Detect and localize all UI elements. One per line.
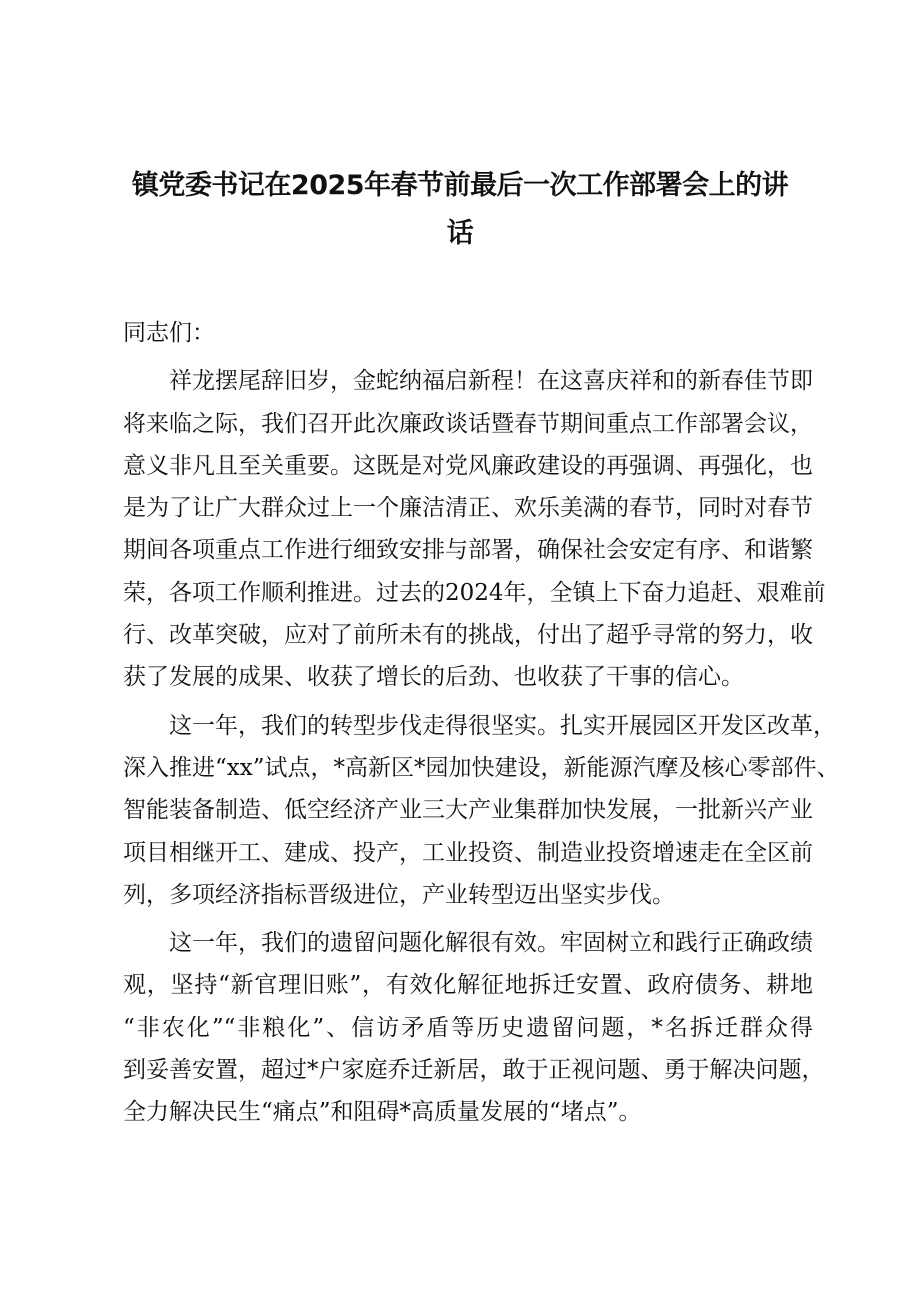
paragraph-line: 全力解决民生“痛点”和阻碍*高质量发展的“堵点”。 — [123, 1099, 642, 1126]
paragraph-line: 获了发展的成果、收获了增长的后劲、也收获了干事的信心。 — [123, 664, 744, 691]
paragraph-line: 智能装备制造、低空经济产业三大产业集群加快发展，一批新兴产业 — [123, 797, 813, 824]
paragraph-line: 行、改革突破，应对了前所未有的挑战，付出了超乎寻常的努力，收 — [123, 622, 813, 649]
title-line: 话 — [446, 218, 474, 249]
title-line: 镇党委书记在2025年春节前最后一次工作部署会上的讲 — [131, 170, 789, 201]
paragraph-line: 是为了让广大群众过上一个廉洁清正、欢乐美满的春节，同时对春节 — [123, 495, 813, 522]
paragraph-line: 这一年，我们的遗留问题化解很有效。牢固树立和践行正确政绩 — [169, 930, 813, 957]
paragraph-line: 项目相继开工、建成、投产，工业投资、制造业投资增速走在全区前 — [123, 839, 813, 866]
paragraph-line: “非农化”“非粮化”、信访矛盾等历史遗留问题，*名拆迁群众得 — [123, 1014, 813, 1041]
paragraph-line: 将来临之际，我们召开此次廉政谈话暨春节期间重点工作部署会议， — [123, 410, 813, 437]
salutation: 同志们： — [123, 320, 215, 346]
paragraph-line: 列，多项经济指标晋级进位，产业转型迈出坚实步伐。 — [123, 881, 675, 908]
paragraph-1 — [123, 360, 826, 698]
paragraph-line: 观，坚持“新官理旧账”，有效化解征地拆迁安置、政府债务、耕地 — [123, 972, 813, 999]
paragraph-line: 祥龙摆尾辞旧岁，金蛇纳福启新程！在这喜庆祥和的新春佳节即 — [169, 368, 813, 395]
paragraph-3 — [123, 922, 825, 1133]
paragraph-line: 期间各项重点工作进行细致安排与部署，确保社会安定有序、和谐繁 — [123, 537, 813, 564]
document-title — [100, 162, 820, 258]
paragraph-line: 意义非凡且至关重要。这既是对党风廉政建设的再强调、再强化，也 — [123, 452, 813, 479]
paragraph-line: 到妥善安置，超过*户家庭乔迁新居，敢于正视问题、勇于解决问题， — [123, 1057, 825, 1084]
paragraph-line: 这一年，我们的转型步伐走得很坚实。扎实开展园区开发区改革， — [169, 712, 836, 739]
document-body — [123, 312, 840, 1140]
paragraph-line: 荣，各项工作顺利推进。过去的2024年，全镇上下奋力追赶、艰难前 — [123, 579, 826, 606]
paragraph-2 — [123, 705, 840, 916]
paragraph-line: 深入推进“xx”试点，*高新区*园加快建设，新能源汽摩及核心零部件、 — [123, 754, 840, 781]
